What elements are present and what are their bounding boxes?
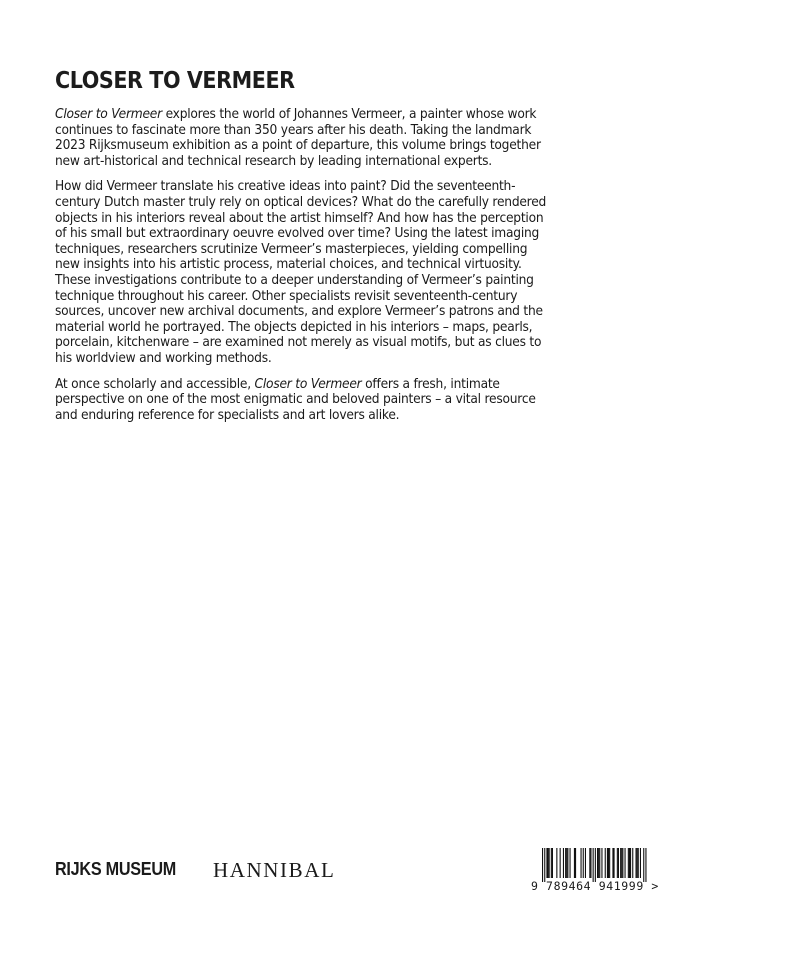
barcode-bar: [614, 848, 615, 878]
book-title-italic: Closer to Vermeer: [254, 376, 362, 392]
page-title: CLOSER TO VERMEER: [55, 68, 295, 94]
barcode-bar: [625, 848, 626, 878]
barcode-bar: [570, 848, 571, 878]
blurb: [55, 107, 554, 433]
barcode-bar: [551, 848, 552, 878]
paragraph-intro-text: explores the world of Johannes Vermeer, a painter whose work continues to fascinate more than 350 years after his death. Taking the landmark 2023 Rijksmuseum exhibition as a point of departure, this volume brings together new art-historical and technical research by leading international experts.: [55, 107, 541, 169]
barcode-bar: [567, 848, 568, 878]
barcode-bar: [597, 848, 598, 878]
barcode-bar: [608, 848, 609, 878]
barcode-bar: [565, 848, 566, 878]
barcode-bar: [607, 848, 608, 878]
barcode-bar: [638, 848, 639, 878]
barcode-bar: [595, 848, 596, 882]
isbn-barcode: [531, 848, 661, 896]
barcode-bar: [605, 848, 606, 878]
paragraph-closing-text: offers a fresh, intimate perspective on one of the most enigmatic and beloved painters – a vital resource and enduring reference for specialists and art lovers alike.: [55, 376, 536, 423]
barcode-bar: [628, 848, 629, 878]
barcode-bar: [556, 848, 557, 878]
rijksmuseum-logo: RIJKS MUSEUM: [55, 859, 176, 879]
barcode-bar: [581, 848, 582, 878]
paragraph-closing: [55, 377, 554, 424]
barcode-bar: [601, 848, 602, 878]
paragraph-closing-lead: At once scholarly and accessible,: [55, 376, 255, 392]
barcode-bar: [546, 848, 547, 878]
barcode-bar: [643, 848, 644, 882]
barcode-bar: [549, 848, 550, 878]
barcode-bar: [542, 848, 543, 882]
isbn-number: 9 789464 941999 >: [531, 879, 659, 893]
barcode-bar: [566, 848, 567, 878]
barcode-bar: [598, 848, 599, 878]
barcode-bar: [632, 848, 633, 878]
barcode-bar: [552, 848, 553, 878]
barcode-bar: [618, 848, 619, 878]
barcode-bar: [583, 848, 584, 878]
barcode-bar: [575, 848, 576, 878]
paragraph-questions: How did Vermeer translate his creative ideas into paint? Did the seventeenth-century Dutch master truly rely on optical devices? What do the carefully rendered objects in his interiors reveal about the artist himself? And how has the perception of his small but extraordinary oeuvre evolved over time? Using the latest imaging techniques, researchers scrutinize Vermeer’s masterpieces, yielding compelling new insights into his artistic process, material choices, and technical virtuosity. These investigations contribute to a deeper understanding of Vermeer’s painting technique throughout his career. Other specialists revisit seventeenth-century sources, uncover new archival documents, and explore Vermeer’s patrons and the material world he portrayed. The objects depicted in his interiors – maps, pearls, porcelain, kitchenware – are examined not merely as visual motifs, but as clues to his worldview and working methods.: [55, 179, 547, 366]
barcode-bar: [560, 848, 561, 878]
barcode-bar: [645, 848, 646, 882]
barcode-bar: [630, 848, 631, 878]
paragraph-intro: [55, 107, 554, 169]
barcode-bar: [548, 848, 549, 878]
barcode-bar: [637, 848, 638, 878]
barcode-bar: [617, 848, 618, 878]
barcode-bar: [585, 848, 586, 878]
book-title-italic: Closer to Vermeer: [55, 107, 162, 122]
barcode-bar: [621, 848, 622, 878]
barcode-bar: [609, 848, 610, 878]
hannibal-logo: HANNIBAL: [213, 858, 336, 882]
barcode-bar: [622, 848, 623, 878]
barcode-bar: [640, 848, 641, 878]
barcode-bar: [593, 848, 594, 882]
barcode-bars: [531, 848, 661, 882]
barcode-bar: [544, 848, 545, 882]
barcode-bar: [563, 848, 564, 878]
barcode-bar: [590, 848, 591, 878]
barcode-bar: [620, 848, 621, 878]
barcode-bar: [574, 848, 575, 878]
barcode-bar: [629, 848, 630, 878]
barcode-bar: [589, 848, 590, 878]
barcode-bar: [636, 848, 637, 878]
barcode-bar: [599, 848, 600, 878]
barcode-bar: [612, 848, 613, 878]
